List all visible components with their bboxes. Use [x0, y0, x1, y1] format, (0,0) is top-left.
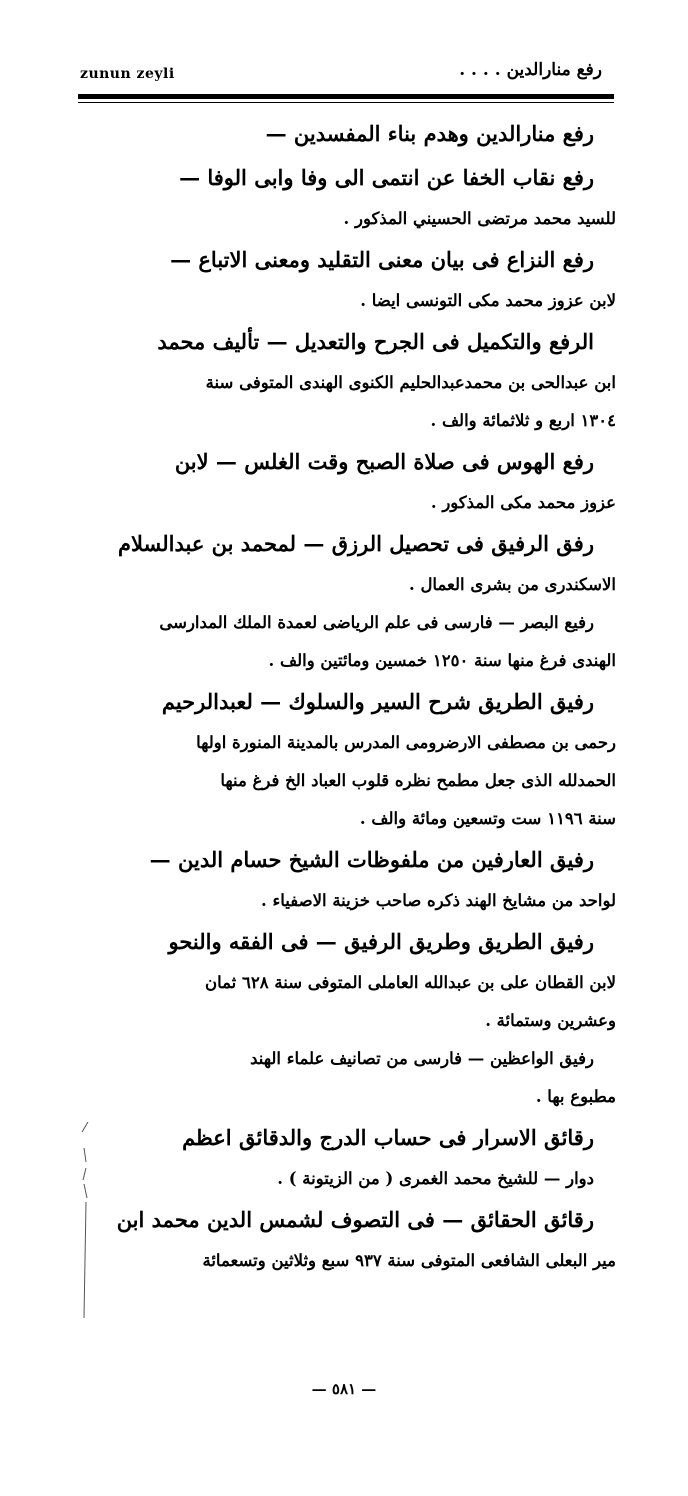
running-header-right: رفع منارالدين . . . . — [459, 60, 602, 80]
text-line: مير البعلى الشافعى المتوفى سنة ٩٣٧ سبع وثلاثين وتسعمائة — [202, 1251, 616, 1270]
text-line: لواحد من مشايخ الهند ذكره صاحب خزينة الاصفياء . — [260, 891, 616, 910]
text-line: رقائق الحقائق — فى التصوف لشمس الدين محمد ابن — [116, 1207, 594, 1232]
text-line: مطبوع بها . — [535, 1087, 616, 1106]
text-line: سنة ١١٩٦ ست وتسعين ومائة والف . — [359, 809, 616, 828]
page-number: — ٥٨١ — — [311, 1380, 377, 1398]
text-line: رفيق الطريق وطريق الرفيق — فى الفقه والنحو — [168, 929, 594, 954]
text-line: رفق الرفيق فى تحصيل الرزق — لمحمد بن عبدالسلام — [117, 531, 594, 556]
running-header-left: zunun zeyli — [80, 66, 175, 82]
entry-list — [84, 112, 616, 1280]
text-line: رفيق العارفين من ملفوظات الشيخ حسام الدين — — [149, 847, 594, 872]
text-line: رفع النزاع فى بيان معنى التقليد ومعنى الاتباع — — [170, 247, 594, 272]
text-line: وعشرين وستمائة . — [485, 1011, 616, 1030]
text-line: رفع نقاب الخفا عن انتمى الى وفا وابى الوفا — — [179, 165, 594, 190]
text-line: الرفع والتكميل فى الجرح والتعديل — تأليف محمد — [157, 329, 594, 354]
text-line: رقائق الاسرار فى حساب الدرج والدقائق اعظم — [182, 1125, 594, 1150]
text-line: رفع منارالدين وهدم بناء المفسدين — — [265, 121, 594, 146]
text-line: لابن عزوز محمد مكى التونسى ايضا . — [360, 291, 616, 310]
margin-pencil-mark — [74, 1118, 94, 1318]
text-line: رفيق الواعظين — فارسى من تصانيف علماء الهند — [250, 1049, 594, 1068]
text-line: ابن عبدالحى بن محمدعبدالحليم الكنوى الهندى المتوفى سنة — [205, 373, 616, 392]
header-rule-thin — [78, 102, 614, 103]
text-line: رفيع البصر — فارسى فى علم الرياضى لعمدة الملك المدارسى — [159, 613, 594, 632]
text-line: لابن القطان على بن عبدالله العاملى المتوفى سنة ٦٢٨ ثمان — [205, 973, 616, 992]
text-line: رفع الهوس فى صلاة الصبح وقت الغلس — لابن — [174, 449, 594, 474]
header-rule — [78, 94, 614, 99]
text-line: الحمدلله الذى جعل مطمح نظره قلوب العباد الخ فرغ منها — [220, 771, 616, 790]
text-line: للسيد محمد مرتضى الحسيني المذكور . — [343, 209, 616, 228]
text-line: رفيق الطريق شرح السير والسلوك — لعبدالرحيم — [161, 689, 594, 714]
text-line: الهندى فرغ منها سنة ١٢٥٠ خمسين ومائتين والف . — [268, 651, 616, 670]
text-line: عزوز محمد مكى المذكور . — [430, 493, 616, 512]
text-line: دوار — للشيخ محمد الغمرى ( من الزيتونة ) . — [277, 1169, 594, 1188]
text-line: الاسكندرى من بشرى العمال . — [408, 575, 616, 594]
text-line: رحمى بن مصطفى الارضرومى المدرس بالمدينة المنورة اولها — [196, 733, 616, 752]
text-line: ١٣٠٤ اربع و ثلاثمائة والف . — [430, 411, 616, 430]
